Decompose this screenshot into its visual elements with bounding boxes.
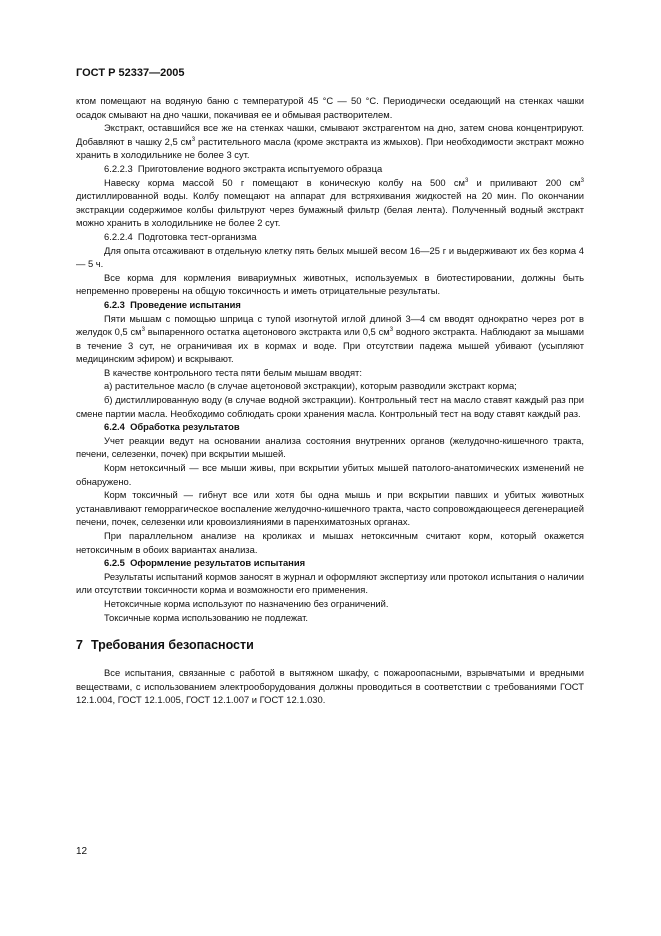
paragraph: Для опыта отсаживают в отдельную клетку пять белых мышей весом 16—25 г и выдерживают их без корма 4 — 5 ч.	[76, 244, 584, 270]
page-number: 12	[76, 846, 88, 857]
paragraph: Нетоксичные корма используют по назначению без ограничений.	[104, 597, 389, 609]
paragraph: В качестве контрольного теста пяти белым мышам вводят:	[104, 366, 362, 378]
paragraph: ктом помещают на водяную баню с температурой 45 °С — 50 °С. Периодически оседающий на стенках чашки осадок смывают на дно чашки, покачивая ее и обмывая растворителем.	[76, 95, 584, 120]
document-header: ГОСТ Р 52337—2005	[76, 67, 185, 79]
paragraph: Экстракт, оставшийся все же на стенках чашки, смывают экстрагентом на дно, затем снова концентрируют. Добавляют в чашку 2,5 $см^3$ растительного масла (кроме экстракта из жмыхов). При необходимости экстракт можно хранить в холодильнике не более 3 сут.	[76, 122, 584, 161]
paragraph: Все испытания, связанные с работой в вытяжном шкафу, с пожароопасными, взрывчатыми и вредными веществами, с использованием электрооборудования должны проводиться в соответствии с требованиями ГОСТ 12.1.004, ГОСТ 12.1.005, ГОСТ 12.1.007 и ГОСТ 12.1.030.	[76, 667, 584, 706]
paragraph: Корм токсичный — гибнут все или хотя бы одна мышь и при вскрытии павших и убитых животных устанавливают геморрагическое воспаление желудочно-кишечного тракта, часто сопровождающееся дегенерацией печени, почек, селезенки или кровоизлияниями в паренхиматозных органах.	[76, 489, 584, 528]
paragraph: Токсичные корма использованию не подлежат.	[104, 611, 309, 623]
paragraph: Результаты испытаний кормов заносят в журнал и оформляют экспертизу или протокол испытания о наличии или отсутствии токсичности корма и возможности его применения.	[76, 570, 584, 596]
paragraph: Все корма для кормления вивариумных животных, используемых в биотестировании, должны быть непременно проверены на общую токсичность и иметь отрицательные результаты.	[76, 271, 584, 297]
subsection-heading-6-2-2-3: 6.2.2.3 Приготовление водного экстракта испытуемого образца	[104, 162, 383, 174]
paragraph: Навеску корма массой 50 г помещают в коническую колбу на 500 $см^3$ и приливают 200 $см^3$ дистиллированной воды. Колбу помещают на аппарат для встряхивания жидкостей на 20 мин. По окончании экстракции содержимое колбы фильтруют через бумажный фильтр (белая лента). Полученный водный экстракт можно хранить в холодильнике не более 2 сут.	[76, 176, 585, 229]
section-heading-7: 7 Требования безопасности	[76, 638, 254, 653]
subsection-heading-6-2-5: 6.2.5 Оформление результатов испытания	[104, 557, 306, 569]
paragraph: При параллельном анализе на кроликах и мышах нетоксичным считают корм, который окажется нетоксичным в обоих вариантах анализа.	[76, 530, 584, 555]
paragraph: Корм нетоксичный — все мыши живы, при вскрытии убитых мышей патолого-анатомических изменений не обнаружено.	[76, 462, 584, 487]
paragraph: Пяти мышам с помощью шприца с тупой изогнутой иглой длиной 3—4 см вводят однократно через рот в желудок 0,5 $см^3$ выпаренного остатка ацетонового экстракта или 0,5 $см^3$ водного экстракта. Наблюдают за мышами в течение 3 сут, не ограничивая их в кормах и воде. При отсутствии падежа мышей убивают (усыпляют медицинским эфиром) и вскрывают.	[76, 312, 584, 365]
subsection-heading-6-2-4: 6.2.4 Обработка результатов	[104, 421, 240, 433]
subsection-heading-6-2-3: 6.2.3 Проведение испытания	[104, 298, 241, 310]
list-item: а) растительное масло (в случае ацетоновой экстракции), которым разводили экстракт корма;	[104, 380, 517, 392]
subsection-heading-6-2-2-4: 6.2.2.4 Подготовка тест-организма	[104, 230, 257, 242]
paragraph: Учет реакции ведут на основании анализа состояния внутренних органов (желудочно-кишечного тракта, печени, селезенки, почек) при вскрытии мышей.	[76, 434, 584, 460]
document-body	[76, 94, 584, 707]
list-item: б) дистиллированную воду (в случае водной экстракции). Контрольный тест на масло ставят каждый раз при смене партии масла. Необходимо соблюдать сроки хранения масла. Контрольный тест на воду ставят каждый раз.	[76, 394, 584, 419]
